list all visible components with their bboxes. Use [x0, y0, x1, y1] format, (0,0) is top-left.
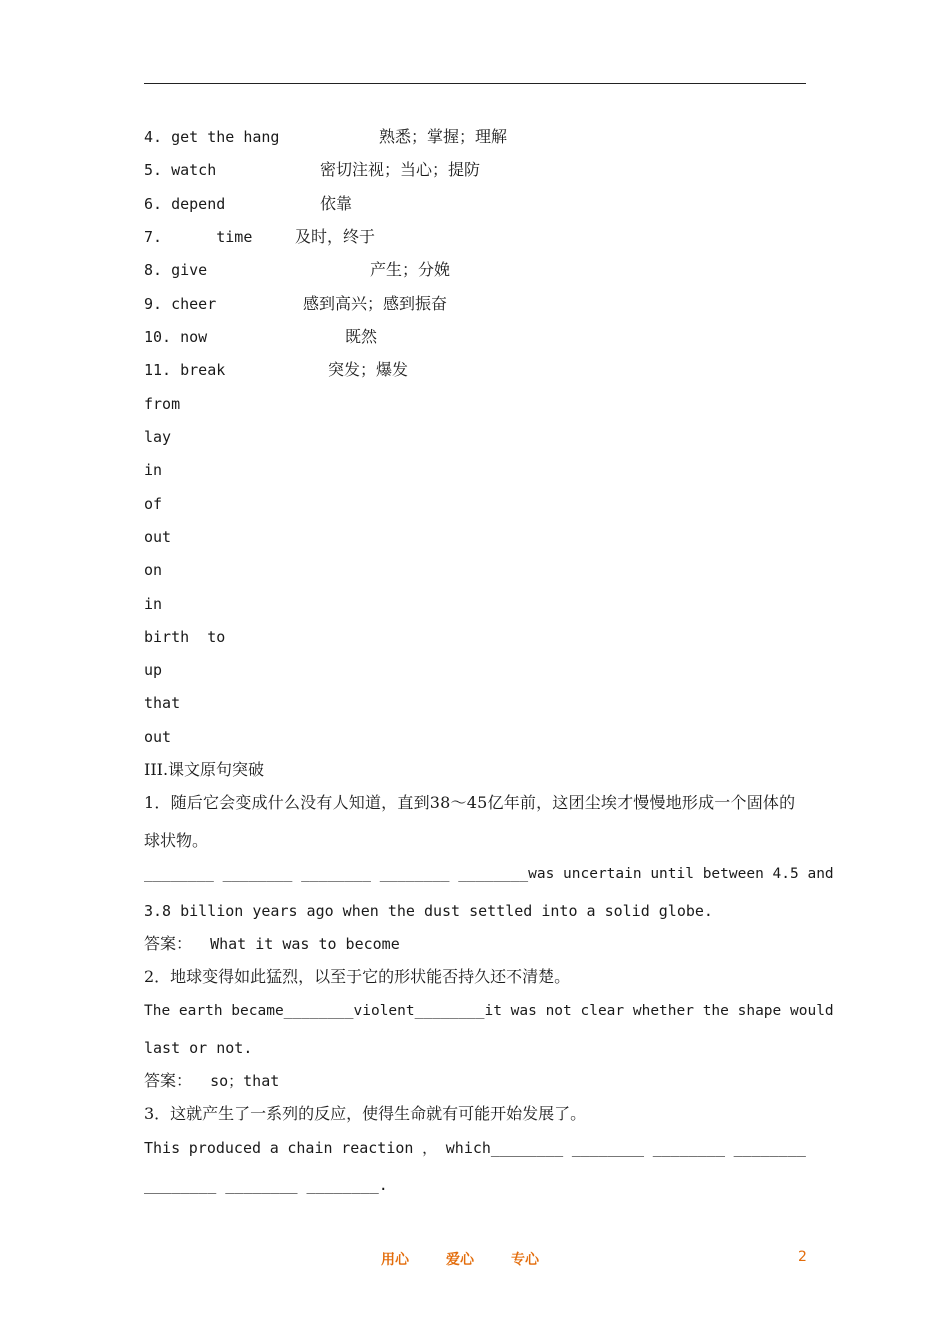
answer-word: out — [144, 728, 172, 746]
footer-text-3: 专心 — [511, 1252, 539, 1268]
vocab-item-5: 5. watch — [144, 161, 217, 179]
q2-english-cont: last or not. — [144, 1039, 253, 1057]
vocab-item-8: 8. give — [144, 261, 208, 279]
section-heading: III.课文原句突破 — [144, 760, 265, 779]
vocab-item-6: 6. depend — [144, 195, 226, 213]
q1-english-cont: 3.8 billion years ago when the dust settled into a solid globe. — [144, 902, 713, 920]
q3-blank: ________ — [571, 1139, 645, 1157]
q1-english: ________ ________ ________ ________ ________was uncertain until between 4.5 and — [144, 866, 834, 882]
answer-word: from — [144, 395, 181, 413]
page-number: 2 — [798, 1249, 807, 1265]
q3-english-cont: ________ ________ ________. — [144, 1176, 388, 1194]
vocab-meaning-7: 及时，终于 — [295, 227, 376, 246]
answer-word: birth to — [144, 628, 226, 646]
answer-word: up — [144, 661, 163, 679]
answer-label: 答案： — [144, 934, 193, 953]
answer-word: lay — [144, 428, 172, 446]
footer-text-2: 爱心 — [446, 1252, 474, 1268]
answer-text: What it was to become — [210, 935, 400, 953]
answer-word: in — [144, 461, 163, 479]
q2-answer — [144, 1071, 279, 1091]
vocab-item-9: 9. cheer — [144, 295, 217, 313]
answer-word: out — [144, 528, 172, 546]
q2-english: The earth became________violent________it was not clear whether the shape would — [144, 1003, 834, 1019]
answer-word: in — [144, 595, 163, 613]
vocab-meaning-5: 密切注视；当心；提防 — [320, 160, 481, 179]
footer-text-1: 用心 — [381, 1252, 409, 1268]
q3-chinese: 3．这就产生了一系列的反应，使得生命就有可能开始发展了。 — [144, 1104, 587, 1123]
vocab-meaning-9: 感到高兴；感到振奋 — [303, 294, 448, 313]
vocab-item-10: 10. now — [144, 328, 208, 346]
q2-chinese: 2．地球变得如此猛烈，以至于它的形状能否持久还不清楚。 — [144, 967, 571, 986]
vocab-item-4: 4. get the hang — [144, 128, 280, 146]
vocab-meaning-10: 既然 — [345, 327, 378, 346]
vocab-meaning-4: 熟悉；掌握；理解 — [379, 127, 508, 146]
answer-text: so；that — [210, 1072, 280, 1090]
q1-answer — [144, 934, 400, 954]
answer-word: on — [144, 561, 163, 579]
q3-blank: ________ — [733, 1139, 806, 1157]
q3-word: reaction — [341, 1139, 414, 1157]
q1-chinese: 1．随后它会变成什么没有人知道，直到38～45亿年前，这团尘埃才慢慢地形成一个固体的 — [144, 793, 796, 812]
answer-label: 答案： — [144, 1071, 193, 1090]
vocab-item-11: 11. break — [144, 361, 226, 379]
q3-english — [144, 1138, 806, 1158]
q3-word: produced — [188, 1139, 262, 1157]
header-rule — [144, 83, 806, 84]
q3-word: chain — [287, 1139, 333, 1157]
vocab-item-7: 7. time — [144, 228, 253, 246]
q3-word: ， — [422, 1139, 438, 1157]
vocab-meaning-11: 突发；爆发 — [328, 360, 409, 379]
vocab-meaning-8: 产生；分娩 — [370, 260, 451, 279]
answer-word: of — [144, 495, 163, 513]
q1-chinese-cont: 球状物。 — [144, 831, 209, 850]
answer-word: that — [144, 694, 181, 712]
q3-word: which________ — [445, 1139, 564, 1157]
vocab-meaning-6: 依靠 — [320, 194, 353, 213]
q3-word: This — [144, 1139, 181, 1157]
q3-blank: ________ — [652, 1139, 725, 1157]
q3-word: a — [269, 1139, 279, 1157]
